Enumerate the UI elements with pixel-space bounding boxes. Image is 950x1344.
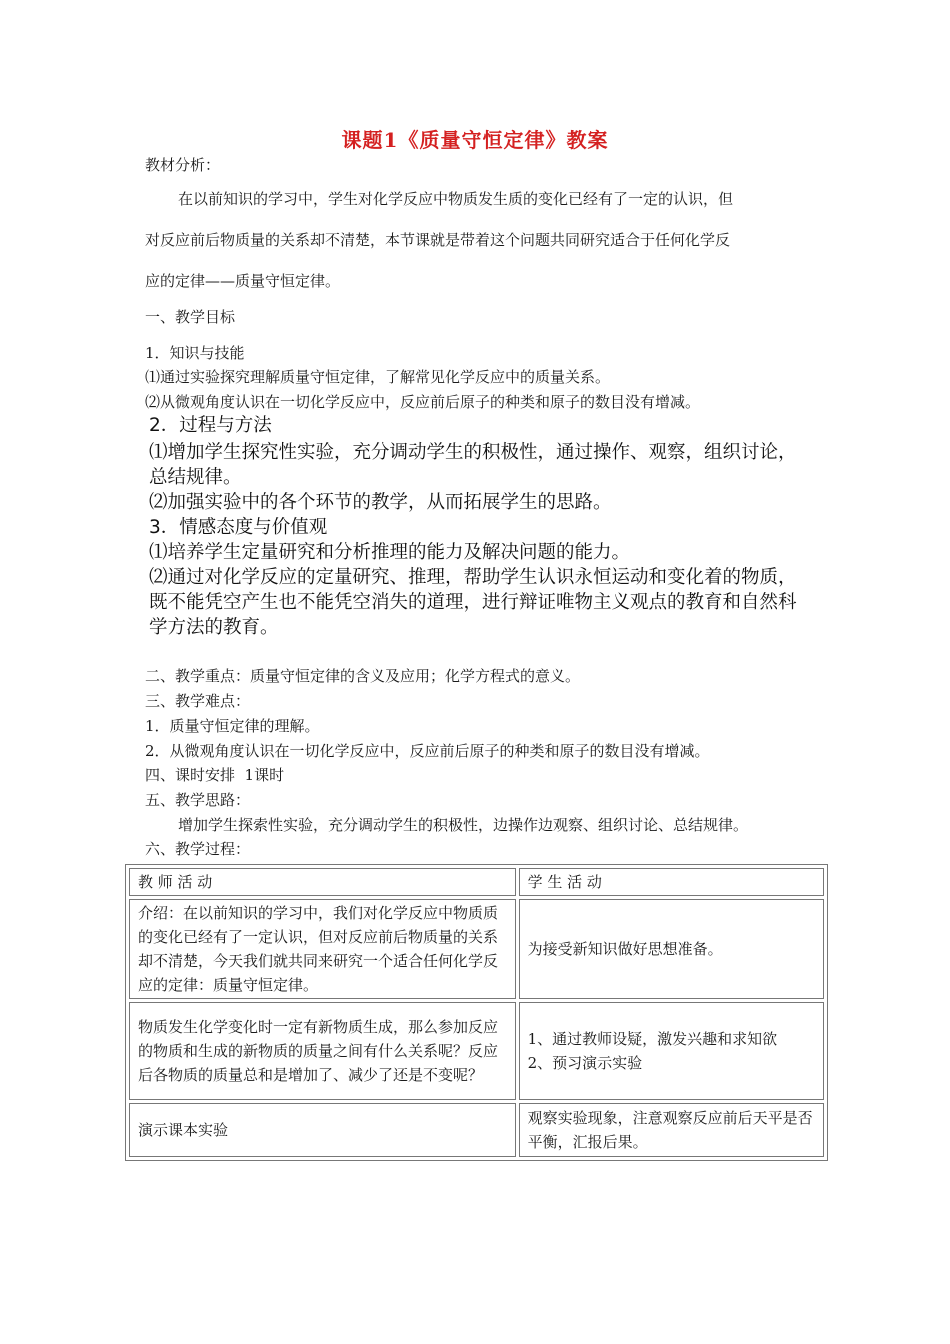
approach-heading: 五、教学思路： — [145, 791, 251, 809]
table-row — [129, 899, 824, 999]
teacher-activity-cell: 物质发生化学变化时一定有新物质生成，那么参加反应的物质和生成的新物质的质量之间有什么关系呢？反应后各物质的质量总和是增加了、减少了还是不变呢？ — [129, 1002, 516, 1100]
emotion-line: 既不能凭空产生也不能凭空消失的道理，进行辩证唯物主义观点的教育和自然科 — [149, 592, 797, 613]
key-points: 二、教学重点：质量守恒定律的含义及应用；化学方程式的意义。 — [145, 667, 581, 685]
table-row — [129, 1002, 824, 1100]
goals-heading: 一、教学目标 — [145, 308, 236, 326]
procedure-heading: 六、教学过程： — [145, 840, 251, 858]
student-activity-line: 1、通过教师设疑，激发兴趣和求知欲 — [527, 1030, 778, 1048]
analysis-line: 应的定律——质量守恒定律。 — [145, 272, 341, 290]
procedure-table — [125, 864, 828, 1161]
process-line: 总结规律。 — [149, 467, 242, 488]
table-row — [129, 1103, 824, 1157]
student-activity-cell: 观察实验现象，注意观察反应前后天平是否平衡，汇报后果。 — [519, 1103, 824, 1157]
student-activity-cell: 为接受新知识做好思想准备。 — [519, 899, 824, 999]
emotion-line: ⑵通过对化学反应的定量研究、推理，帮助学生认识永恒运动和变化着的物质， — [149, 567, 797, 588]
approach-text: 增加学生探索性实验，充分调动学生的积极性，边操作边观察、组织讨论、总结规律。 — [178, 816, 749, 834]
column-header-teacher: 教 师 活 动 — [129, 868, 516, 896]
emotion-heading: 3．情感态度与价值观 — [149, 517, 328, 538]
column-header-student: 学 生 活 动 — [519, 868, 824, 896]
process-heading: 2．过程与方法 — [149, 415, 272, 436]
teacher-activity-cell: 演示课本实验 — [129, 1103, 516, 1157]
knowledge-item: ⑵从微观角度认识在一切化学反应中，反应前后原子的种类和原子的数目没有增减。 — [145, 393, 701, 411]
table-header-row — [129, 868, 824, 896]
difficulty-item: 1．质量守恒定律的理解。 — [145, 717, 320, 735]
difficulties-heading: 三、教学难点： — [145, 692, 251, 710]
analysis-line: 在以前知识的学习中，学生对化学反应中物质发生质的变化已经有了一定的认识，但 — [178, 190, 734, 208]
difficulty-item: 2．从微观角度认识在一切化学反应中，反应前后原子的种类和原子的数目没有增减。 — [145, 742, 710, 760]
analysis-label: 教材分析： — [145, 156, 221, 174]
knowledge-item: ⑴通过实验探究理解质量守恒定律，了解常见化学反应中的质量关系。 — [145, 368, 611, 386]
process-line: ⑴增加学生探究性实验，充分调动学生的积极性，通过操作、观察，组织讨论， — [149, 442, 797, 463]
process-line: ⑵加强实验中的各个环节的教学，从而拓展学生的思路。 — [149, 492, 612, 513]
student-activity-cell — [519, 1002, 824, 1100]
emotion-line: 学方法的教育。 — [149, 617, 279, 638]
analysis-line: 对反应前后物质量的关系却不清楚，本节课就是带着这个问题共同研究适合于任何化学反 — [145, 231, 731, 249]
emotion-line: ⑴培养学生定量研究和分析推理的能力及解决问题的能力。 — [149, 542, 631, 563]
page-title: 课题1《质量守恒定律》教案 — [341, 128, 609, 152]
student-activity-line: 2、预习演示实验 — [527, 1054, 643, 1072]
teacher-activity-cell: 介绍：在以前知识的学习中，我们对化学反应中物质质的变化已经有了一定认识，但对反应前后物质量的关系却不清楚，今天我们就共同来研究一个适合任何化学反应的定律：质量守恒定律。 — [129, 899, 516, 999]
schedule: 四、课时安排 1课时 — [145, 766, 285, 784]
knowledge-heading: 1．知识与技能 — [145, 344, 245, 362]
